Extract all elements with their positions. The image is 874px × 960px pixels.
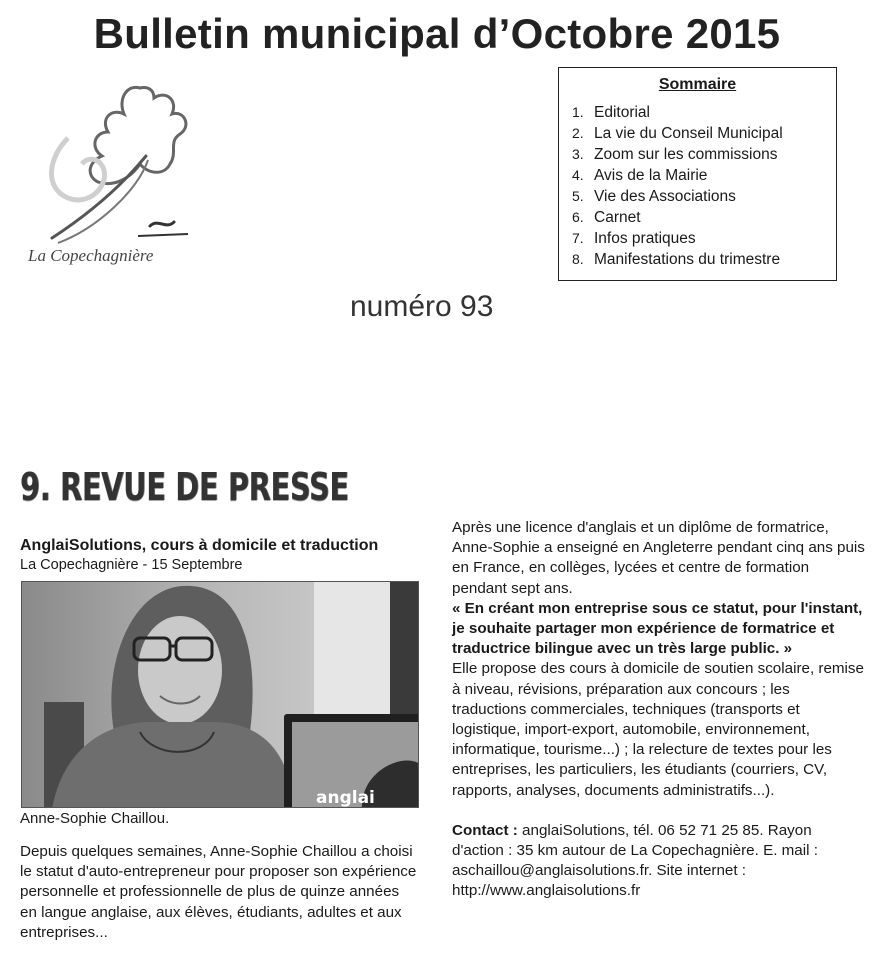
sommaire-item: 8. Manifestations du trimestre bbox=[572, 251, 781, 268]
section-heading: 9. REVUE DE PRESSE bbox=[20, 465, 349, 509]
sommaire-item: 5. Vie des Associations bbox=[572, 188, 736, 205]
portrait-photo-illustration bbox=[22, 582, 419, 808]
article-services-paragraph: Elle propose des cours à domicile de soutien scolaire, remise à niveau, révisions, préparation aux concours ; les traductions commerciales, techniques (transports et logistique, import-export, automobile, environnement, informatique, tourisme...) ; la relecture de textes pour les entreprises, les particuliers, les étudiants (courriers, CV, rapports, analyses, documents administratifs...). bbox=[452, 660, 864, 799]
photo-sign-text: anglai bbox=[316, 788, 375, 808]
article-contact-paragraph bbox=[452, 821, 866, 902]
bulletin-title: Bulletin municipal d’Octobre 2015 bbox=[93, 10, 781, 57]
article-dateline: La Copechagnière - 15 Septembre bbox=[20, 557, 243, 573]
logo-caption: La Copechagnière bbox=[28, 246, 154, 265]
sommaire-list bbox=[559, 102, 836, 270]
sommaire-item: 4. Avis de la Mairie bbox=[572, 167, 708, 184]
article-title: AnglaiSolutions, cours à domicile et traduction bbox=[20, 537, 379, 554]
photo-caption: Anne-Sophie Chaillou. bbox=[20, 810, 170, 827]
portrait-photo bbox=[21, 581, 419, 808]
article-intro-paragraph: Après une licence d'anglais et un diplôme de formatrice, Anne-Sophie a enseigné en Angleterre pendant cinq ans puis en France, en collèges, lycées et centre de formation pendant sept ans. bbox=[452, 519, 865, 597]
contact-details: anglaiSolutions, tél. 06 52 71 25 85. Rayon d'action : 35 km autour de La Copechagnière. E. mail : aschaillou@anglaisolutions.fr. Site internet : http://www.anglaisolutions.fr bbox=[452, 821, 818, 900]
issue-number: numéro 93 bbox=[350, 290, 494, 323]
article-quote: « En créant mon entreprise sous ce statut, pour l'instant, je souhaite partager mon expérience de formatrice et traductrice bilingue avec un très large public. » bbox=[452, 599, 863, 658]
sommaire-item: 6. Carnet bbox=[572, 209, 641, 226]
sommaire-box bbox=[558, 67, 837, 281]
article-left-paragraph: Depuis quelques semaines, Anne-Sophie Chaillou a choisi le statut d'auto-entrepreneur pour proposer son expérience personnelle et professionnelle de plus de quinze années en langue anglaise, aux élèves, étudiants, adultes et aux entreprises... bbox=[20, 843, 417, 941]
sommaire-title: Sommaire bbox=[658, 76, 737, 93]
sommaire-item: 2. La vie du Conseil Municipal bbox=[572, 125, 783, 142]
sommaire-item: 7. Infos pratiques bbox=[572, 230, 696, 247]
contact-label: Contact : bbox=[452, 821, 518, 839]
article-right-column bbox=[452, 518, 866, 902]
sommaire-item: 3. Zoom sur les commissions bbox=[572, 146, 778, 163]
sommaire-item: 1. Editorial bbox=[572, 104, 650, 121]
